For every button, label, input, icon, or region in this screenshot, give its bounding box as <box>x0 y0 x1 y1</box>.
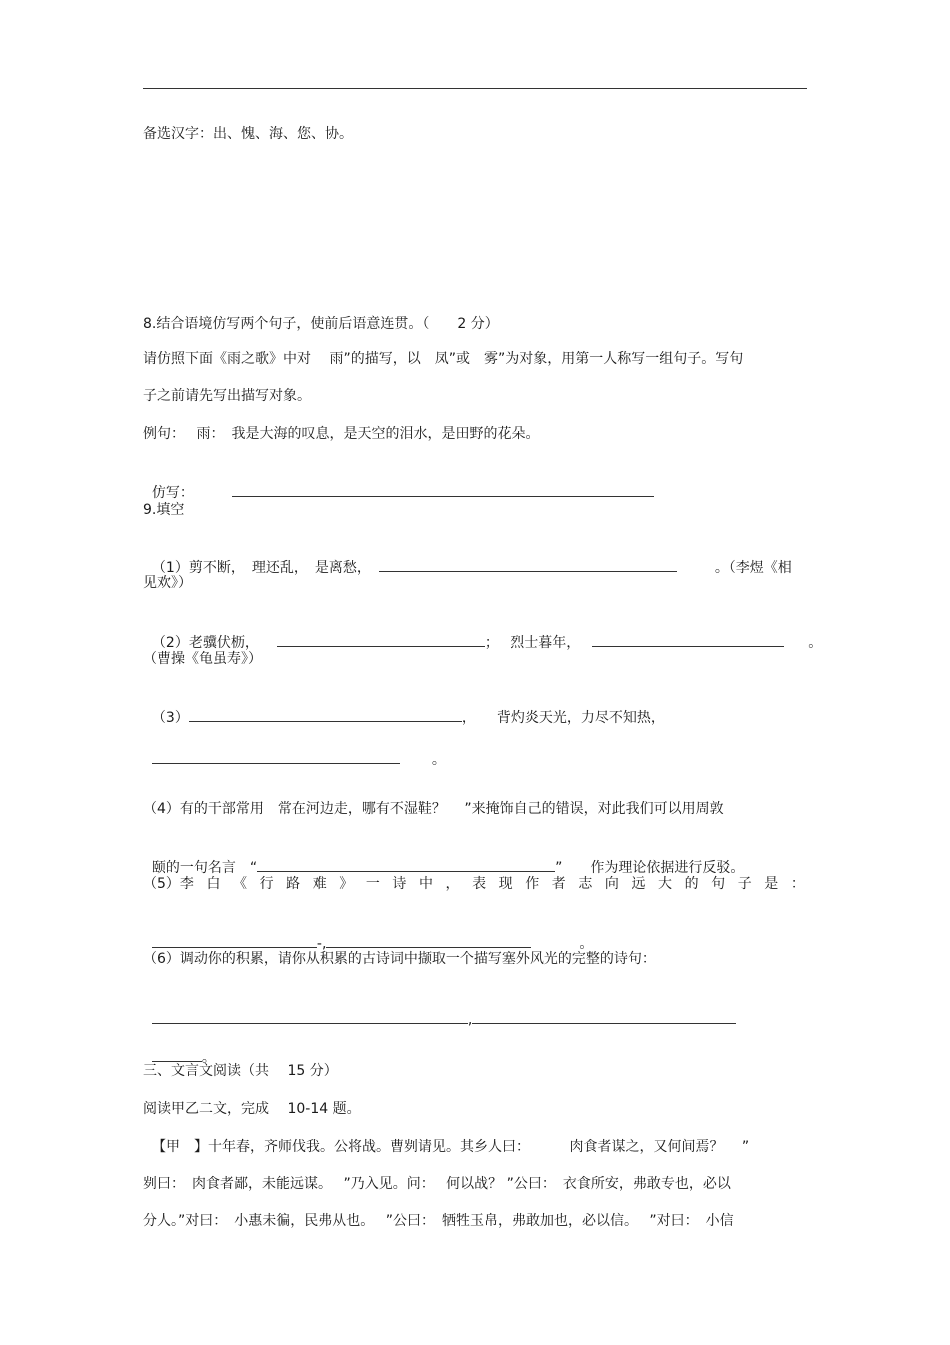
q8-imitate-row <box>143 462 654 503</box>
q9-item4-cont <box>143 837 744 878</box>
q9-item5-blank1[interactable] <box>152 933 317 948</box>
q9-item1-cont: 见欢》） <box>143 575 192 591</box>
q9-item5-char: 现 <box>498 876 513 892</box>
q8-instruction-cont: 子之前请先写出描写对象。 <box>143 388 311 404</box>
q9-item1-source: 。（李煜《相 <box>714 560 792 576</box>
q9-item4-text: 颐的一句名言 “ <box>151 860 258 876</box>
q9-item5-char: 向 <box>604 876 619 892</box>
q9-item6-end: 。 <box>201 1050 216 1066</box>
section3-intro: 阅读甲乙二文，完成 10-14 题。 <box>143 1101 361 1117</box>
q9-item5-blank2[interactable] <box>326 933 531 948</box>
passage-line: 刿曰： 肉食者鄙，未能远谋。 ”乃入见。问： 何以战？ ”公曰： 衣食所安，弗敢专也，必以 <box>143 1176 731 1192</box>
q9-title: 9.填空 <box>143 502 185 518</box>
q9-item1-text: （1）剪不断， 理还乱， 是离愁， <box>151 560 371 576</box>
q9-item5-char: 志 <box>578 876 593 892</box>
q9-item3-cont <box>143 729 446 770</box>
header-rule <box>143 88 807 89</box>
candidate-characters: 备选汉字：出、愧、海、您、协。 <box>143 126 353 142</box>
q9-item6-blank1[interactable] <box>152 1009 468 1024</box>
q9-item5-char: 《 <box>233 876 248 892</box>
q9-item5 <box>143 874 805 894</box>
q9-item3-text: ， 背灼炎天光，力尽不知热， <box>461 710 665 726</box>
q9-item5-char: ： <box>790 876 805 892</box>
q9-item5-char: 中 <box>418 876 433 892</box>
q9-item2-end: 。 <box>808 635 823 651</box>
q9-item5-char: 作 <box>525 876 540 892</box>
q9-item5-char: 大 <box>658 876 673 892</box>
q9-item1 <box>143 537 792 578</box>
q9-item4-end: ” 作为理论依据进行反驳。 <box>555 860 745 876</box>
q9-item5-char: 表 <box>472 876 487 892</box>
q9-item6-cont <box>143 989 736 1030</box>
q9-item2 <box>143 612 822 653</box>
q9-item5-char: 子 <box>737 876 752 892</box>
q9-item5-char: ， <box>445 876 460 892</box>
q8-title: 8.结合语境仿写两个句子，使前后语意连贯。（ 2 分） <box>143 316 499 332</box>
q8-imitate-label: 仿写： <box>151 485 194 501</box>
q9-item5-char: 一 <box>365 876 380 892</box>
q8-instruction: 请仿照下面《雨之歌》中对 雨”的描写，以 凤”或 雾”为对象，用第一人称写一组句子。写句 <box>143 351 744 367</box>
q9-item3-blank2[interactable] <box>152 749 400 764</box>
q9-item6-blank3[interactable] <box>152 1047 202 1062</box>
passage-line: 分人。”对曰： 小惠未徧，民弗从也。 ”公曰： 牺牲玉帛，弗敢加也，必以信。 ”对曰： 小信 <box>143 1213 734 1229</box>
q9-item2-blank1[interactable] <box>277 632 485 647</box>
q9-item5-char: 诗 <box>392 876 407 892</box>
q9-item3 <box>143 687 665 728</box>
q9-item4: （4）有的干部常用 常在河边走，哪有不湿鞋？ ”来掩饰自己的错误，对此我们可以用周敦 <box>143 801 724 817</box>
q9-item3-end: 。 <box>431 752 446 768</box>
q9-item5-char: 》 <box>339 876 354 892</box>
q9-item2-source: （曹操《龟虽寿》） <box>143 651 262 667</box>
passage-line: 【甲 】十年春，齐师伐我。公将战。曹刿请见。其乡人曰： 肉食者谋之，又何间焉？ ” <box>152 1139 750 1155</box>
q9-item5-char: 路 <box>286 876 301 892</box>
q9-item5-end: 。 <box>579 936 594 952</box>
q9-item3-blank1[interactable] <box>189 707 462 722</box>
q9-item5-char: 者 <box>551 876 566 892</box>
q8-answer-blank[interactable] <box>232 482 654 497</box>
q9-item5-separator: -, <box>316 936 327 952</box>
q9-item5-char: 行 <box>259 876 274 892</box>
q9-item2-text: （2）老骥伏枥， <box>151 635 259 651</box>
q9-item5-char: 句 <box>711 876 726 892</box>
q9-item6: （6）调动你的积累，请你从积累的古诗词中撷取一个描写塞外风光的完整的诗句： <box>143 951 656 967</box>
section3-title: 三、文言文阅读（共 15 分） <box>143 1063 338 1079</box>
q9-item5-char: 白 <box>206 876 221 892</box>
q9-item5-char: （5）李 <box>143 876 194 892</box>
q9-item5-char: 是 <box>764 876 779 892</box>
q9-item2-mid: ； 烈士暮年， <box>484 635 581 651</box>
q9-item5-cont <box>143 913 593 954</box>
q9-item5-char: 的 <box>684 876 699 892</box>
q9-item1-blank[interactable] <box>379 557 677 572</box>
q9-item6-blank2[interactable] <box>472 1009 736 1024</box>
q9-item6-separator: , <box>467 1012 473 1028</box>
q8-example: 例句： 雨： 我是大海的叹息，是天空的泪水，是田野的花朵。 <box>143 426 540 442</box>
q9-item3-label: （3） <box>151 710 189 726</box>
q9-item5-char: 远 <box>631 876 646 892</box>
q9-item5-char: 难 <box>312 876 327 892</box>
q9-item4-blank[interactable] <box>257 857 555 872</box>
q9-item2-blank2[interactable] <box>592 632 784 647</box>
